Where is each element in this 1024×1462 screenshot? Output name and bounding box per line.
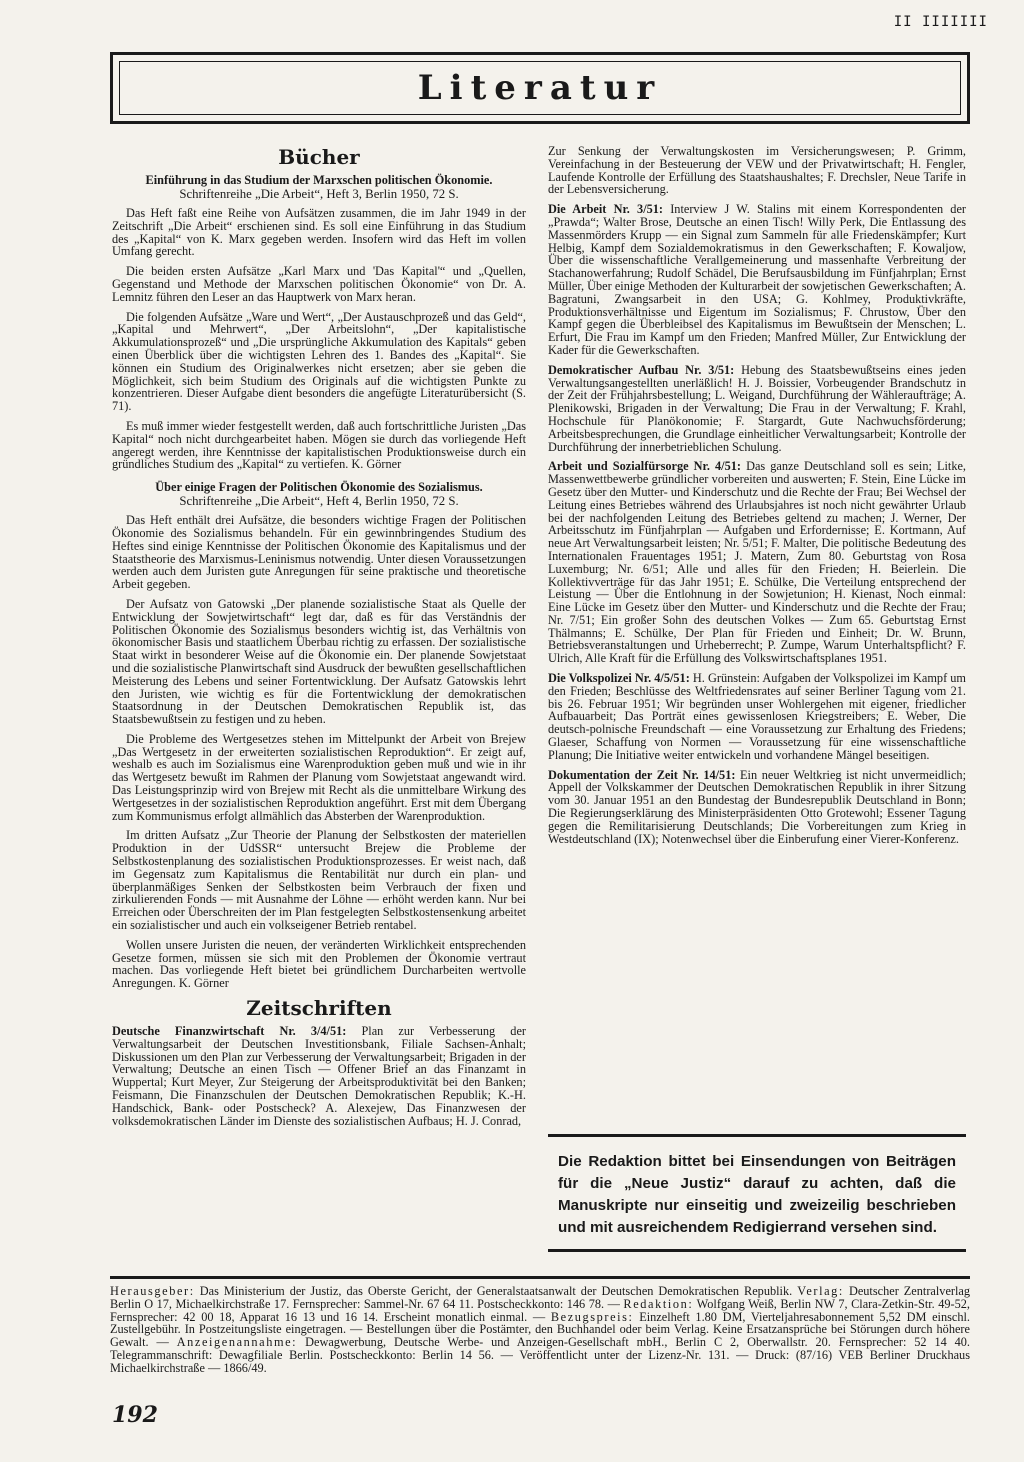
review-paragraph: Wollen unsere Juristen die neuen, der veränderten Wirklichkeit entsprechenden Gesetze formen, müssen sie sich mit den Problemen der Ökonomie vertraut machen. Das vorliegende Heft bietet bei gründlichem Durcharbeiten wertvolle Anregungen. K. Görner <box>112 937 526 991</box>
imprint-text: Dewagwerbung, Deutsche Werbe- und Anzeigen-Gesellschaft mbH., Berlin C 2, Oberwallstr. 20. Fernsprecher: 52 14 40. Telegrammanschrift: Dewagfiliale Berlin. Postscheckkonto: Berlin 14 56. — Veröffentlicht unter der Lizenz-Nr. 131. — Druck: (87/16) VEB Berliner Druckhaus Michaelkirchstraße — 1866/49. <box>110 1335 971 1375</box>
journal-name: Deutsche Finanzwirtschaft Nr. 3/4/51: <box>112 1024 347 1039</box>
imprint-text: Wolfgang Weiß, Berlin NW 7, Clara-Zetkin-Str. 49-52, Fernsprecher: 42 00 18, Apparat 16 13 und 16 14. Erscheint monatlich einmal. — <box>110 1296 971 1324</box>
journal-entry <box>548 460 966 665</box>
book-title: Über einige Fragen der Politischen Ökonomie des Sozialismus. <box>155 480 483 495</box>
review-paragraph: Die beiden ersten Aufsätze „Karl Marx und 'Das Kapital'“ und „Quellen, Gegenstand und Methode der Marxschen politischen Ökonomie“ von Dr. A. Lemnitz führen den Leser an das Hauptwerk von Marx heran. <box>112 264 526 304</box>
imprint-label: Herausgeber: <box>110 1284 195 1298</box>
right-column <box>548 145 966 852</box>
journal-contents: Das ganze Deutschland soll es sein; Litke, Massenwettbewerbe gründlicher vorbereiten und auswerten; F. Stein, Eine Lücke im Gesetz über den Mutter- und Kinderschutz und die Rechte der Frau; Bei Wechsel der Leitung eines Betriebes während des Urlaubsjahres ist noch nicht gewährter Urlaub bei der nachfolgenden Leitung des Betriebes geltend zu machen; J. Werner, Der Arbeitsschutz im Fünfjahrplan — Aufgaben und Erfordernisse; E. Kortmann, Auf neue Art Verwaltungsarbeit leisten; Nr. 5/51; F. Malter, Die politische Bedeutung des Internationalen Frauentages 1951; J. Matern, Zum 80. Geburtstag von Rosa Luxemburg; Nr. 6/51; Alle und alles für den Frieden; H. Beierlein. Die Kollektivverträge für das Jahr 1951; E. Schülke, Die Verteilung entsprechend der Leistung — Über die Entlohnung in der Sowjetunion; H. Kienast, Noch einmal: Eine Lücke im Gesetz über den Mutter- und Kinderschutz und die Rechte der Frau; Nr. 7/51; Ein großer Sohn des deutschen Volkes — Zum 65. Geburtstag Ernst Thälmanns; E. Schülke, Der Plan für Frieden und Einheit; Dr. W. Brunn, Betriebsveranstaltungen und Urheberrecht; P. Zumpe, Warum Unterhaltspflicht? F. Ulrich, Alle Kraft für die Erfüllung des Volkswirtschaftsplanes 1951. <box>548 459 967 666</box>
imprint-text: Das Ministerium der Justiz, das Oberste Gericht, der Generalstaatsanwalt der Deutschen Demokratischen Republik. <box>199 1284 793 1298</box>
imprint-text: Einzelheft 1.80 DM, Vierteljahresabonnement 5,52 DM einschl. Zustellgebühr. In Postzeitungsliste eingetragen. — Bestellungen über die Postämter, den Buchhandel oder beim Verlag. Keine Ersatzansprüche bei Störungen durch höhere Gewalt. — <box>110 1309 970 1350</box>
book-series: Schriftenreihe „Die Arbeit“, Heft 3, Berlin 1950, 72 S. <box>179 187 459 201</box>
journal-name: Demokratischer Aufbau Nr. 3/51: <box>548 362 735 377</box>
journal-entry <box>548 769 966 846</box>
journal-entry <box>548 672 966 762</box>
journal-entry <box>112 1025 526 1127</box>
journal-contents: Interview J W. Stalins mit einem Korrespondenten der „Prawda“; Walter Brose, Deutsche an einen Tisch! Willy Perk, Die Entlassung des Massenmörders Krupp — ein Signal zum Sammeln für alle Friedenskämpfer; Kurt Helbig, Kampf dem Sozialdemokratismus in den Gewerkschaften; F. Kowaljow, Über die wissenschaftliche Verallgemeinerung und massenhafte Verbreitung der Stachanowerfahrung; Rudolf Schädel, Die Berufsausbildung im Fünfjahrplan; Ernst Müller, Über einige Methoden der Kulturarbeit der sowjetischen Gewerkschaften; A. Bagratuni, Zwangsarbeit in den USA; G. Kohlmey, Produktivkräfte, Produktionsverhältnisse und Eigentum im Sozialismus; F. Chrustow, Über den Kampf gegen die Überbleibsel des Kapitalismus im Bewußtsein der Menschen; L. Erfurt, Die Frau im Kampf um den Frieden; Manfred Müller, Zur Entwicklung der Kader für die Gewerkschaften. <box>548 202 967 357</box>
journal-contents: H. Grünstein: Aufgaben der Volkspolizei im Kampf um den Frieden; Beschlüsse des Weltfriedensrates auf seiner Berliner Tagung vom 21. bis 26. Februar 1951; Wir begründen unser Wohlergehen mit eigener, friedlicher Aufbauarbeit; Das Porträt eines gewissenlosen Kriegstreibers; E. Weber, Die deutsch-polnische Freundschaft — eine Voraussetzung zur Erhaltung des Friedens; Glaeser, Schaffung von Normen — Voraussetzung für eine wissenschaftliche Planung; Die Initiative weiter entwickeln und vorhandene Mängel beseitigen. <box>548 671 967 762</box>
journal-contents: Ein neuer Weltkrieg ist nicht unvermeidlich; Appell der Volkskammer der Deutschen Demokratischen Republik in ihrer Sitzung vom 30. Januar 1951 an den Bundestag der Bundesrepublik Deutschland in Bonn; Die Regierungserklärung des Ministerpräsidenten Otto Grotewohl; Essener Tagung gegen die Remilitarisierung Deutschlands; Die Vorbereitungen zum Krieg in Westdeutschland (IX); Notenwechsel über die Einberufung einer Vierer-Konferenz. <box>548 767 966 846</box>
journal-name: Dokumentation der Zeit Nr. 14/51: <box>548 767 736 782</box>
journal-continuation: Zur Senkung der Verwaltungskosten im Versicherungswesen; P. Grimm, Vereinfachung in der Besteuerung der VEW und der Privatwirtschaft; H. Fengler, Laufende Kontrolle der Erfüllung des Staatshaushaltes; F. Drechsler, Neue Tarife in der Lebensversicherung. <box>548 144 966 197</box>
page-title: Literatur <box>417 68 663 108</box>
page-number: 192 <box>112 1402 158 1428</box>
journal-contents: Plan zur Verbesserung der Verwaltungsarbeit der Deutschen Investitionsbank, Filiale Sachsen-Anhalt; Diskussionen um den Plan zur Verbesserung der Verwaltungsarbeit; Brigaden in der Verwaltung; Deutsche an einen Tisch — Offener Brief an das Finanzamt in Wuppertal; Kurt Meyer, Zur Steigerung der Arbeitsproduktivität bei den Banken; Feismann, Die Finanzschulen der Deutschen Demokratischen Republik; K.-H. Handschick, Bank- oder Postscheck? A. Alexejew, Das Finanzwesen der volksdemokratischen Länder im Dienste des sozialistischen Aufbaus; H. J. Conrad, <box>112 1024 526 1128</box>
review-paragraph: Es muß immer wieder festgestellt werden, daß auch fortschrittliche Juristen „Das Kapital“ noch nicht durchgearbeitet haben. Mögen sie durch das vorliegende Heft angeregt werden, ihre Kenntnisse der kapitalistischen Produktionsweise durch ein gründliches Studium des „Kapital“ zu vertiefen. K. Görner <box>112 418 526 472</box>
imprint-label: Anzeigenannahme: <box>176 1335 298 1350</box>
imprint-label: Redaktion: <box>623 1296 694 1311</box>
imprint-label: Bezugspreis: <box>550 1309 634 1324</box>
journals-heading: Zeitschriften <box>246 996 392 1021</box>
journal-entry <box>548 203 966 357</box>
book-title: Einführung in das Studium der Marxschen politischen Ökonomie. <box>145 173 493 187</box>
review-paragraph: Im dritten Aufsatz „Zur Theorie der Planung der Selbstkosten der materiellen Produktion in der UdSSR“ untersucht Brejew die Probleme der Selbstkostenplanung des sozialistischen Produktionsprozesses. Er weist nach, daß im Gegensatz zum Kapitalismus die Rentabilität nur durch ein plan- und überplanmäßiges Senken der Selbstkosten beim Verbrauch der fixen und zirkulierenden Fonds — mit Ausnahme der Löhne — erhöht werden kann. Nur bei Erreichen oder Überschreiten der im Plan festgelegten Selbstkostensenkung arbeitet ein sozialistischer und auch ein volkseigener Betrieb rentabel. <box>112 828 526 933</box>
left-column <box>112 140 526 1134</box>
journal-name: Arbeit und Sozialfürsorge Nr. 4/51: <box>548 459 741 474</box>
review-paragraph: Der Aufsatz von Gatowski „Der planende sozialistische Staat als Quelle der Entwicklung der Sowjetwirtschaft“ legt dar, daß es für das Verständnis der Politischen Ökonomie des Sozialismus besonders wichtig ist, das Verhältnis von ökonomischer Basis und staatlichem Überbau richtig zu erfassen. Der sozialistische Staat wirkt in besonderer Weise auf die Ökonomie ein. Der planende Sowjetstaat und die sozialistische Planwirtschaft sind Ausdruck der bewußten gesellschaftlichen Meisterung des Lebens und seiner Fortentwicklung. Der Aufsatz Gatowskis lehrt den Juristen, wie wichtig es für die Fortentwicklung der demokratischen Staatsordnung in der Deutschen Demokratischen Republik ist, das Staatsbewußtsein zu festigen und zu heben. <box>112 596 526 727</box>
journal-contents: Hebung des Staatsbewußtseins eines jeden Verwaltungsangestellten unerläßlich! H. J. Boissier, Vorbeugender Brandschutz in der Zeit der Frühjahrsbestellung; L. Weigand, Durchführung der Wähleraufträge; A. Plenikowski, Brigaden in der Verwaltung; Die Frau in der Verwaltung; F. Krahl, Hochschule für Planökonomie; F. Stargardt, Gute Nachwuchsförderung; Arbeitsbesprechungen, die Grundlage einheitlicher Verwaltungsarbeit; Kontrolle der Durchführung der innerbetrieblichen Schulung. <box>548 362 967 454</box>
page-identifier: II IIIIIII <box>893 14 988 30</box>
journal-name: Die Arbeit Nr. 3/51: <box>548 202 664 217</box>
section-header <box>110 52 970 124</box>
books-heading: Bücher <box>278 145 360 169</box>
review-paragraph: Die folgenden Aufsätze „Ware und Wert“, „Der Austauschprozeß und das Geld“, „Kapital und Mehrwert“, „Der Arbeitslohn“, „Der kapitalistische Akkumulationsprozeß“ und „Die ursprüngliche Akkumulation des Kapitals“ geben einen Überblick über die wichtigsten Lehren des 1. Bandes des „Kapital“. Sie können ein Studium des Originalwerkes nicht ersetzen; aber sie geben die Möglichkeit, sich beim Studium des Originals auf die wichtigsten Punkte zu konzentrieren. Dieser Aufgabe dient besonders die angefügte Literaturübersicht (S. 71). <box>112 309 526 414</box>
imprint-text: Deutscher Zentralverlag Berlin O 17, Michaelkirchstraße 17. Fernsprecher: Sammel-Nr. 67 64 11. Postscheckkonto: 146 78. — <box>110 1284 971 1311</box>
journal-entry <box>548 364 966 454</box>
journal-name: Die Volkspolizei Nr. 4/5/51: <box>548 671 690 686</box>
book-series: Schriftenreihe „Die Arbeit“, Heft 4, Berlin 1950, 72 S. <box>179 494 459 509</box>
review-paragraph: Das Heft enthält drei Aufsätze, die besonders wichtige Fragen der Politischen Ökonomie des Sozialismus behandeln. Für ein gewinnbringendes Studium des Heftes sind einige Kenntnisse der Politischen Ökonomie des Kapitalismus und der Staatstheorie des Marxismus-Leninismus notwendig. Unter diesen Voraussetzungen werden auch dem Juristen gute Anregungen für seine praktische und theoretische Arbeit gegeben. <box>112 513 526 592</box>
imprint <box>110 1276 970 1375</box>
review-paragraph: Die Probleme des Wertgesetzes stehen im Mittelpunkt der Arbeit von Brejew „Das Wertgesetz in der erweiterten sozialistischen Reproduktion“. Er zeigt auf, weshalb es auch im Sozialismus eine Warenproduktion geben muß und wie in ihr das Wertgesetz bewußt im Rahmen der Planung vom Sowjetstaat angewandt wird. Das Leistungsprinzip wird von Brejew mit Recht als die unmittelbare Wirkung des Wertgesetzes in der sozialistischen Reproduktion angeführt. Erst mit dem Übergang zum Kommunismus erfolgt allmählich das Absterben der Warenproduktion. <box>112 731 526 823</box>
imprint-label: Verlag: <box>797 1284 844 1298</box>
editorial-notice: Die Redaktion bittet bei Einsendungen von Beiträgen für die „Neue Justiz“ darauf zu achten, daß die Manuskripte nur einseitig und zweizeilig beschrieben und mit ausreichendem Redigierrand versehen sind. <box>548 1134 966 1252</box>
review-paragraph: Das Heft faßt eine Reihe von Aufsätzen zusammen, die im Jahr 1949 in der Zeitschrift „Die Arbeit“ erschienen sind. Es soll eine Einführung in das Studium des „Kapital“ von K. Marx gegeben werden. Insofern wird das Heft im vollen Umfang gerecht. <box>112 206 526 259</box>
